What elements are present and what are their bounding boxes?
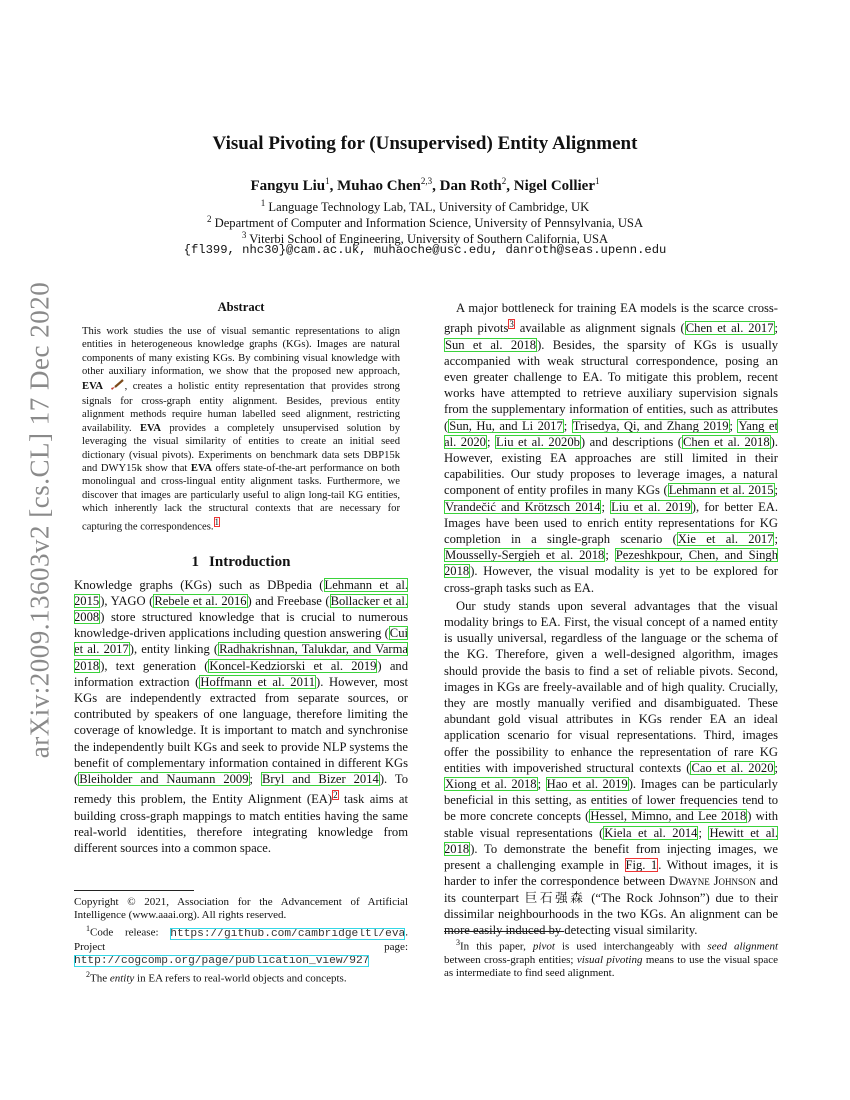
citation-link[interactable]: Yang et al. 2020 (444, 418, 778, 449)
citation-link[interactable]: Rebele et al. 2016 (154, 593, 247, 608)
project-url-link[interactable]: http://cogcomp.org/page/publication_view/927 (74, 954, 370, 967)
citation-link[interactable]: Kiela et al. 2014 (604, 825, 698, 840)
figure-link[interactable]: Fig. 1 (625, 858, 658, 873)
citation-link[interactable]: Koncel-Kedziorski et al. 2019 (209, 658, 377, 673)
footnote-link[interactable]: 1 (214, 516, 219, 527)
citation-link[interactable]: Hoffmann et al. 2011 (200, 674, 315, 689)
citation-link[interactable]: Bryl and Bizer 2014 (261, 772, 379, 787)
author-list: Fangyu Liu$^1$, Muhao Chen$^{2,3}$, Dan Roth$^2$, Nigel Collier$^1$ (250, 176, 600, 194)
affiliation: $^2$ Department of Computer and Information Science, University of Pennsylvania, USA (206, 214, 644, 231)
paintbrush-icon (109, 379, 125, 395)
footnote-link[interactable]: 2 (333, 790, 338, 801)
citation-link[interactable]: Liu et al. 2019 (611, 499, 691, 514)
citation-link[interactable]: Sun et al. 2018 (445, 337, 537, 352)
footnote-link[interactable]: 3 (509, 319, 514, 330)
citation-link[interactable]: Lehmann et al. 2015 (74, 577, 408, 608)
author-name: Fangyu Liu (250, 178, 326, 194)
code-url-link[interactable]: https://github.com/cambridgeltl/eva (170, 927, 406, 940)
arxiv-stamp (20, 281, 60, 759)
citation-link[interactable]: Radhakrishnan, Talukdar, and Varma 2018 (74, 642, 408, 673)
author-name: Nigel Collier (513, 178, 595, 194)
citation-link[interactable]: Sun, Hu, and Li 2017 (449, 418, 563, 433)
citation-link[interactable]: Chen et al. 2018 (682, 434, 770, 449)
citation-link[interactable]: Cui et al. 2017 (74, 626, 408, 657)
footnote: $^2$The entity in EA refers to real-world objects and concepts. (86, 969, 347, 985)
body-paragraph: Our study stands upon several advantages that the visual modality brings to EA. First, the visual concept of a named entity is usually universal, regardless of the language or the schema of the KG. Therefore, given a well-designed algorithm, images should provide the basis to find a set of reliable pivots. Second, images in KGs are freely-available and of high quality. Crucially, they are mostly manually verified and disambiguated. These abundant gold visual attributes in KGs render EA an ideal application scenario for visual representations. Third, images offer the possibility to enhance the representation of rare KG entities with impoverished structural contexts (Cao et al. 2020; Xiong et al. 2018; Hao et al. 2019). Images can be particularly beneficial in this setting, as entities of lower frequencies tend to be more concrete concepts (Hessel, Mimno, and Lee 2018) with stable visual representations (Kiela et al. 2014; Hewitt et al. 2018). To demonstrate the benefit from injecting images, we present a challenging example in Fig. 1. Without images, it is harder to infer the correspondence between Dwayne Johnson and its counterpart 巨石强森 (“The Rock Johnson”) due to their dissimilar neighbourhoods in the two KGs. An alignment can be more easily induced by detecting visual similarity. (444, 598, 779, 937)
abstract-text: This work studies the use of visual semantic representations to align entities in heterogeneous knowledge graphs (KGs). Images are natural components of many existing KGs. By combining visual knowledge with other auxiliary information, we show that the proposed new approach, EVA , creates a holistic entity representation that provides strong signals for cross-graph entity alignment. Besides, previous entity alignment methods require human labelled seed alignment, restricting availability. EVA provides a completely unsupervised solution by leveraging the visual similarity of entities to create an initial seed dictionary (visual pivots). Experiments on benchmark data sets DBP15k and DWY15k show that EVA offers state-of-the-art performance on both monolingual and cross-lingual entity alignment tasks. Furthermore, we discover that images are particularly useful to align long-tail KG entities, which inherently lack the structural contexts that are necessary for capturing the correspondences.$^1$ (82, 326, 401, 533)
footnotes-left (74, 896, 408, 985)
footnotes-right (444, 936, 778, 980)
affiliation: $^1$ Language Technology Lab, TAL, University of Cambridge, UK (260, 198, 590, 215)
citation-link[interactable]: Hessel, Mimno, and Lee 2018 (590, 809, 747, 824)
citation-link[interactable]: Liu et al. 2020b (496, 434, 580, 449)
arxiv-id: arXiv:2009.13603v2 [cs.CL] 17 Dec 2020 (24, 281, 55, 759)
footnote: $^3$In this paper, pivot is used interchangeably with seed alignment between cross-graph entities; visual pivoting means to use the visual space as intermediate to find seed alignment. (444, 938, 779, 979)
citation-link[interactable]: Chen et al. 2017 (685, 321, 774, 336)
citation-link[interactable]: Mousselly-Sergieh et al. 2018 (445, 548, 605, 563)
footnote: $^1$Code release: https://github.com/cambridgeltl/eva. Project page: http://cogcomp.org/page/publication_view/927 (74, 924, 408, 967)
body-paragraph: A major bottleneck for training EA models is the scarce cross-graph pivots$^3$ available as alignment signals (Chen et al. 2017; Sun et al. 2018). Besides, the sparsity of KGs is usually accompanied with weak structural correspondence, posing an even greater challenge to EA. To mitigate this problem, recent works have attempted to retrieve auxiliary supervision signals from the supplementary information of entities, such as attributes (Sun, Hu, and Li 2017; Trisedya, Qi, and Zhang 2019; Yang et al. 2020; Liu et al. 2020b) and descriptions (Chen et al. 2018). However, existing EA approaches are still limited in their capabilities. Our study proposes to leverage images, a natural component of entity profiles in many KGs (Lehmann et al. 2015; Vrandečić and Krötzsch 2014; Liu et al. 2019), for better EA. Images have been used to enrich entity representations for KG completion in a single-graph scenario (Xie et al. 2017; Mousselly-Sergieh et al. 2018; Pezeshkpour, Chen, and Singh 2018). However, the visual modality is yet to be explored for cross-graph tasks such as EA. (444, 301, 779, 595)
copyright-notice: Copyright © 2021, Association for the Advancement of Artificial Intelligence (www.aaai.org). All rights reserved. (74, 896, 408, 921)
paper-title: Visual Pivoting for (Unsupervised) Entity Alignment (212, 133, 638, 154)
citation-link[interactable]: Xiong et al. 2018 (445, 777, 537, 792)
author-name: Muhao Chen (337, 178, 421, 194)
citation-link[interactable]: Hewitt et al. 2018 (444, 825, 778, 856)
footnote-divider (444, 931, 564, 932)
abstract-heading: Abstract (217, 300, 265, 314)
intro-paragraph: Knowledge graphs (KGs) such as DBpedia (Lehmann et al. 2015), YAGO (Rebele et al. 2016) and Freebase (Bollacker et al. 2008) store structured knowledge that is crucial to numerous knowledge-driven applications including question answering (Cui et al. 2017), entity linking (Radhakrishnan, Talukdar, and Varma 2018), text generation (Koncel-Kedziorski et al. 2019) and information extraction (Hoffmann et al. 2011). However, most KGs are independently extracted from separate sources, or contributed by speakers of one language, therefore limiting the coverage of knowledge. It is important to match and synchronise the independently built KGs and seek to provide NLP systems the benefit of complementary information contained in different KGs (Bleiholder and Naumann 2009; Bryl and Bizer 2014). To remedy this problem, the Entity Alignment (EA)$^2$ task aims at building cross-graph mappings to match entities having the same real-world identities, therefore integrating knowledge from different sources into a common space. (74, 577, 409, 856)
author-emails: {fl399, nhc30}@cam.ac.uk, muhaoche@usc.edu, danroth@seas.upenn.edu (183, 243, 667, 257)
citation-link[interactable]: Cao et al. 2020 (691, 760, 774, 775)
citation-link[interactable]: Bollacker et al. 2008 (74, 593, 408, 625)
citation-link[interactable]: Trisedya, Qi, and Zhang 2019 (572, 418, 729, 433)
citation-link[interactable]: Vrandečić and Krötzsch 2014 (445, 499, 601, 514)
author-name: Dan Roth (439, 178, 502, 194)
section-heading: 1 Introduction (191, 553, 291, 570)
citation-link[interactable]: Hao et al. 2019 (546, 777, 628, 792)
affiliation: $^3$ Viterbi School of Engineering, University of Southern California, USA (241, 230, 609, 247)
right-column (444, 300, 778, 938)
citation-link[interactable]: Pezeshkpour, Chen, and Singh 2018 (444, 548, 778, 579)
citation-link[interactable]: Bleiholder and Naumann 2009 (79, 772, 249, 787)
citation-link[interactable]: Lehmann et al. 2015 (668, 483, 774, 498)
citation-link[interactable]: Xie et al. 2017 (677, 532, 774, 547)
left-column (74, 300, 408, 856)
footnote-divider (74, 890, 194, 891)
